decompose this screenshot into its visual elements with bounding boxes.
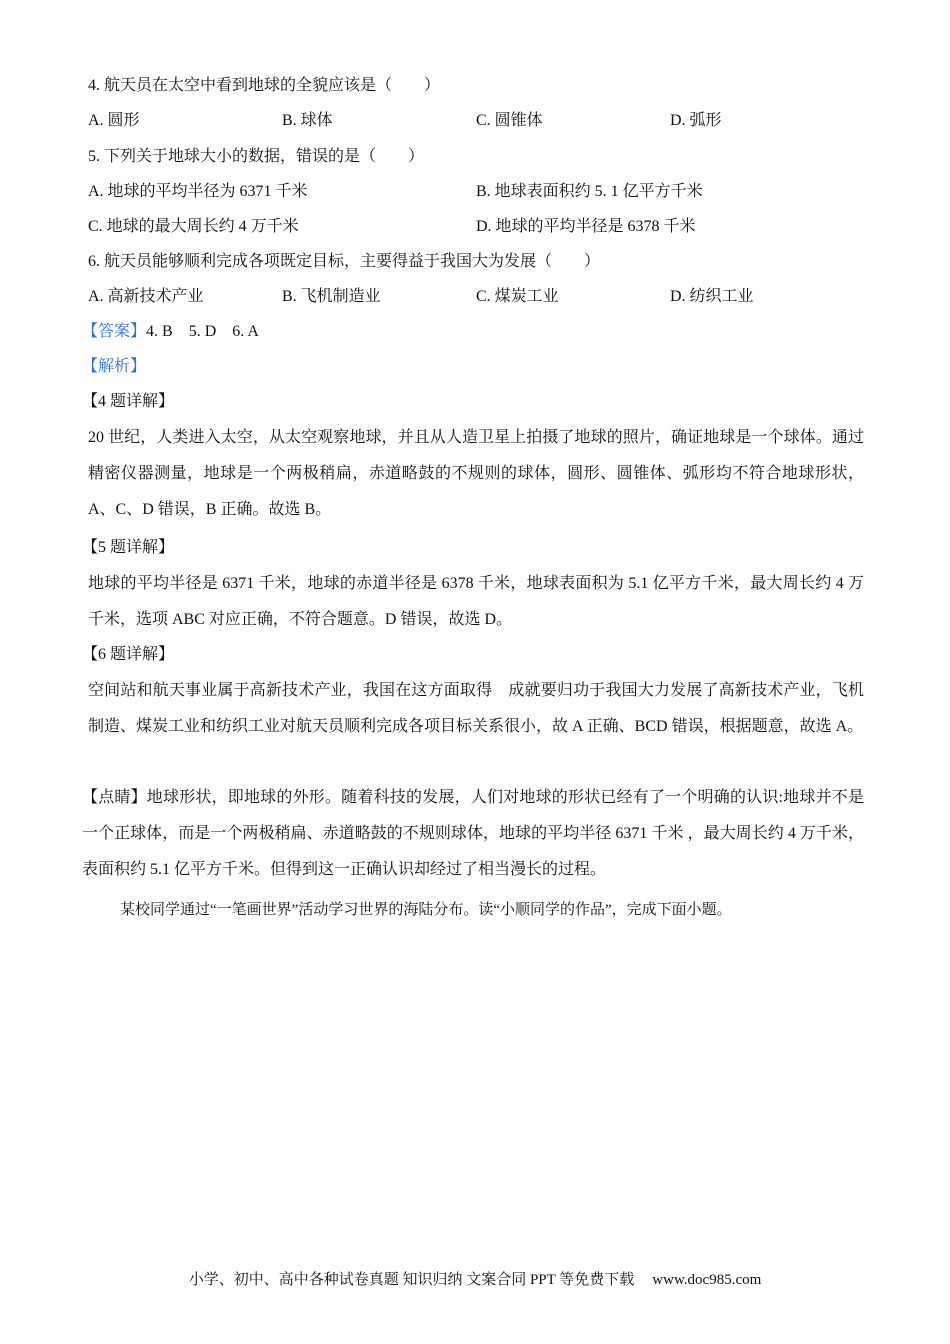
- q4-option-d: D. 弧形: [670, 112, 722, 129]
- q5-option-c: C. 地球的最大周长约 4 万千米: [88, 218, 299, 235]
- q6-option-a: A. 高新技术产业: [88, 288, 204, 305]
- detail-6-text: 空间站和航天事业属于高新技术产业，我国在这方面取得 成就要归功于我国大力发展了高新技术产业，飞机制造、煤炭工业和纺织工业对航天员顺利完成各项目标关系很小，故 A 正确、BCD 错误，根据题意，故选 A。: [88, 682, 864, 735]
- detail-4-heading: 【4 题详解】: [82, 393, 175, 410]
- analysis-label: 【解析】: [82, 358, 147, 375]
- detail-6-heading: 【6 题详解】: [82, 646, 175, 663]
- footer-text: 小学、初中、高中各种试卷真题 知识归纳 文案合同 PPT 等免费下载: [188, 1272, 635, 1288]
- answer-line: [82, 321, 259, 343]
- tip-text: 地球形状，即地球的外形。随着科技的发展，人们对地球的形状已经有了一个明确的认识:地球并不是一个正球体，而是一个两极稍扁、赤道略鼓的不规则球体，地球的平均半径 6371 千米 ，最大周长约 4 万千米，表面积约 5.1 亿平方千米。但得到这一正确认识却经过了相当漫长的过程。: [82, 789, 864, 878]
- tip-paragraph: [82, 780, 864, 888]
- q5-option-d: D. 地球的平均半径是 6378 千米: [476, 218, 696, 235]
- q6-option-b: B. 飞机制造业: [282, 288, 381, 305]
- answer-label: 【答案】: [82, 323, 147, 340]
- next-section-intro: 某校同学通过“一笔画世界”活动学习世界的海陆分布。读“小顺同学的作品”，完成下面小题。: [120, 902, 732, 918]
- q4-option-b: B. 球体: [282, 112, 333, 129]
- q5-option-b: B. 地球表面积约 5. 1 亿平方千米: [476, 183, 703, 200]
- question-6-stem: 6. 航天员能够顺利完成各项既定目标，主要得益于我国大为发展（ ）: [88, 253, 601, 270]
- q4-option-a: A. 圆形: [88, 112, 140, 129]
- detail-4-text: 20 世纪，人类进入太空，从太空观察地球，并且从人造卫星上拍摄了地球的照片，确证地球是一个球体。通过精密仪器测量，地球是一个两极稍扁，赤道略鼓的不规则的球体，圆形、圆锥体、弧形均不符合地球形状，A、C、D 错误，B 正确。故选 B。: [88, 429, 864, 518]
- page-footer: [0, 1269, 950, 1291]
- tip-label: 【点睛】: [82, 789, 147, 806]
- question-5-stem: 5. 下列关于地球大小的数据，错误的是（ ）: [88, 148, 425, 165]
- detail-5-text: 地球的平均半径是 6371 千米，地球的赤道半径是 6378 千米，地球表面积为 5.1 亿平方千米，最大周长约 4 万千米，选项 ABC 对应正确，不符合题意。D 错误，故选 D。: [88, 575, 864, 628]
- answer-text: 4. B 5. D 6. A: [146, 323, 259, 340]
- detail-5-heading: 【5 题详解】: [82, 539, 175, 556]
- footer-url[interactable]: www.doc985.com: [652, 1272, 762, 1288]
- question-4-stem: 4. 航天员在太空中看到地球的全貌应该是（ ）: [88, 77, 441, 94]
- q6-option-d: D. 纺织工业: [670, 288, 754, 305]
- q5-option-a: A. 地球的平均半径为 6371 千米: [88, 183, 308, 200]
- q6-option-c: C. 煤炭工业: [476, 288, 559, 305]
- q4-option-c: C. 圆锥体: [476, 112, 543, 129]
